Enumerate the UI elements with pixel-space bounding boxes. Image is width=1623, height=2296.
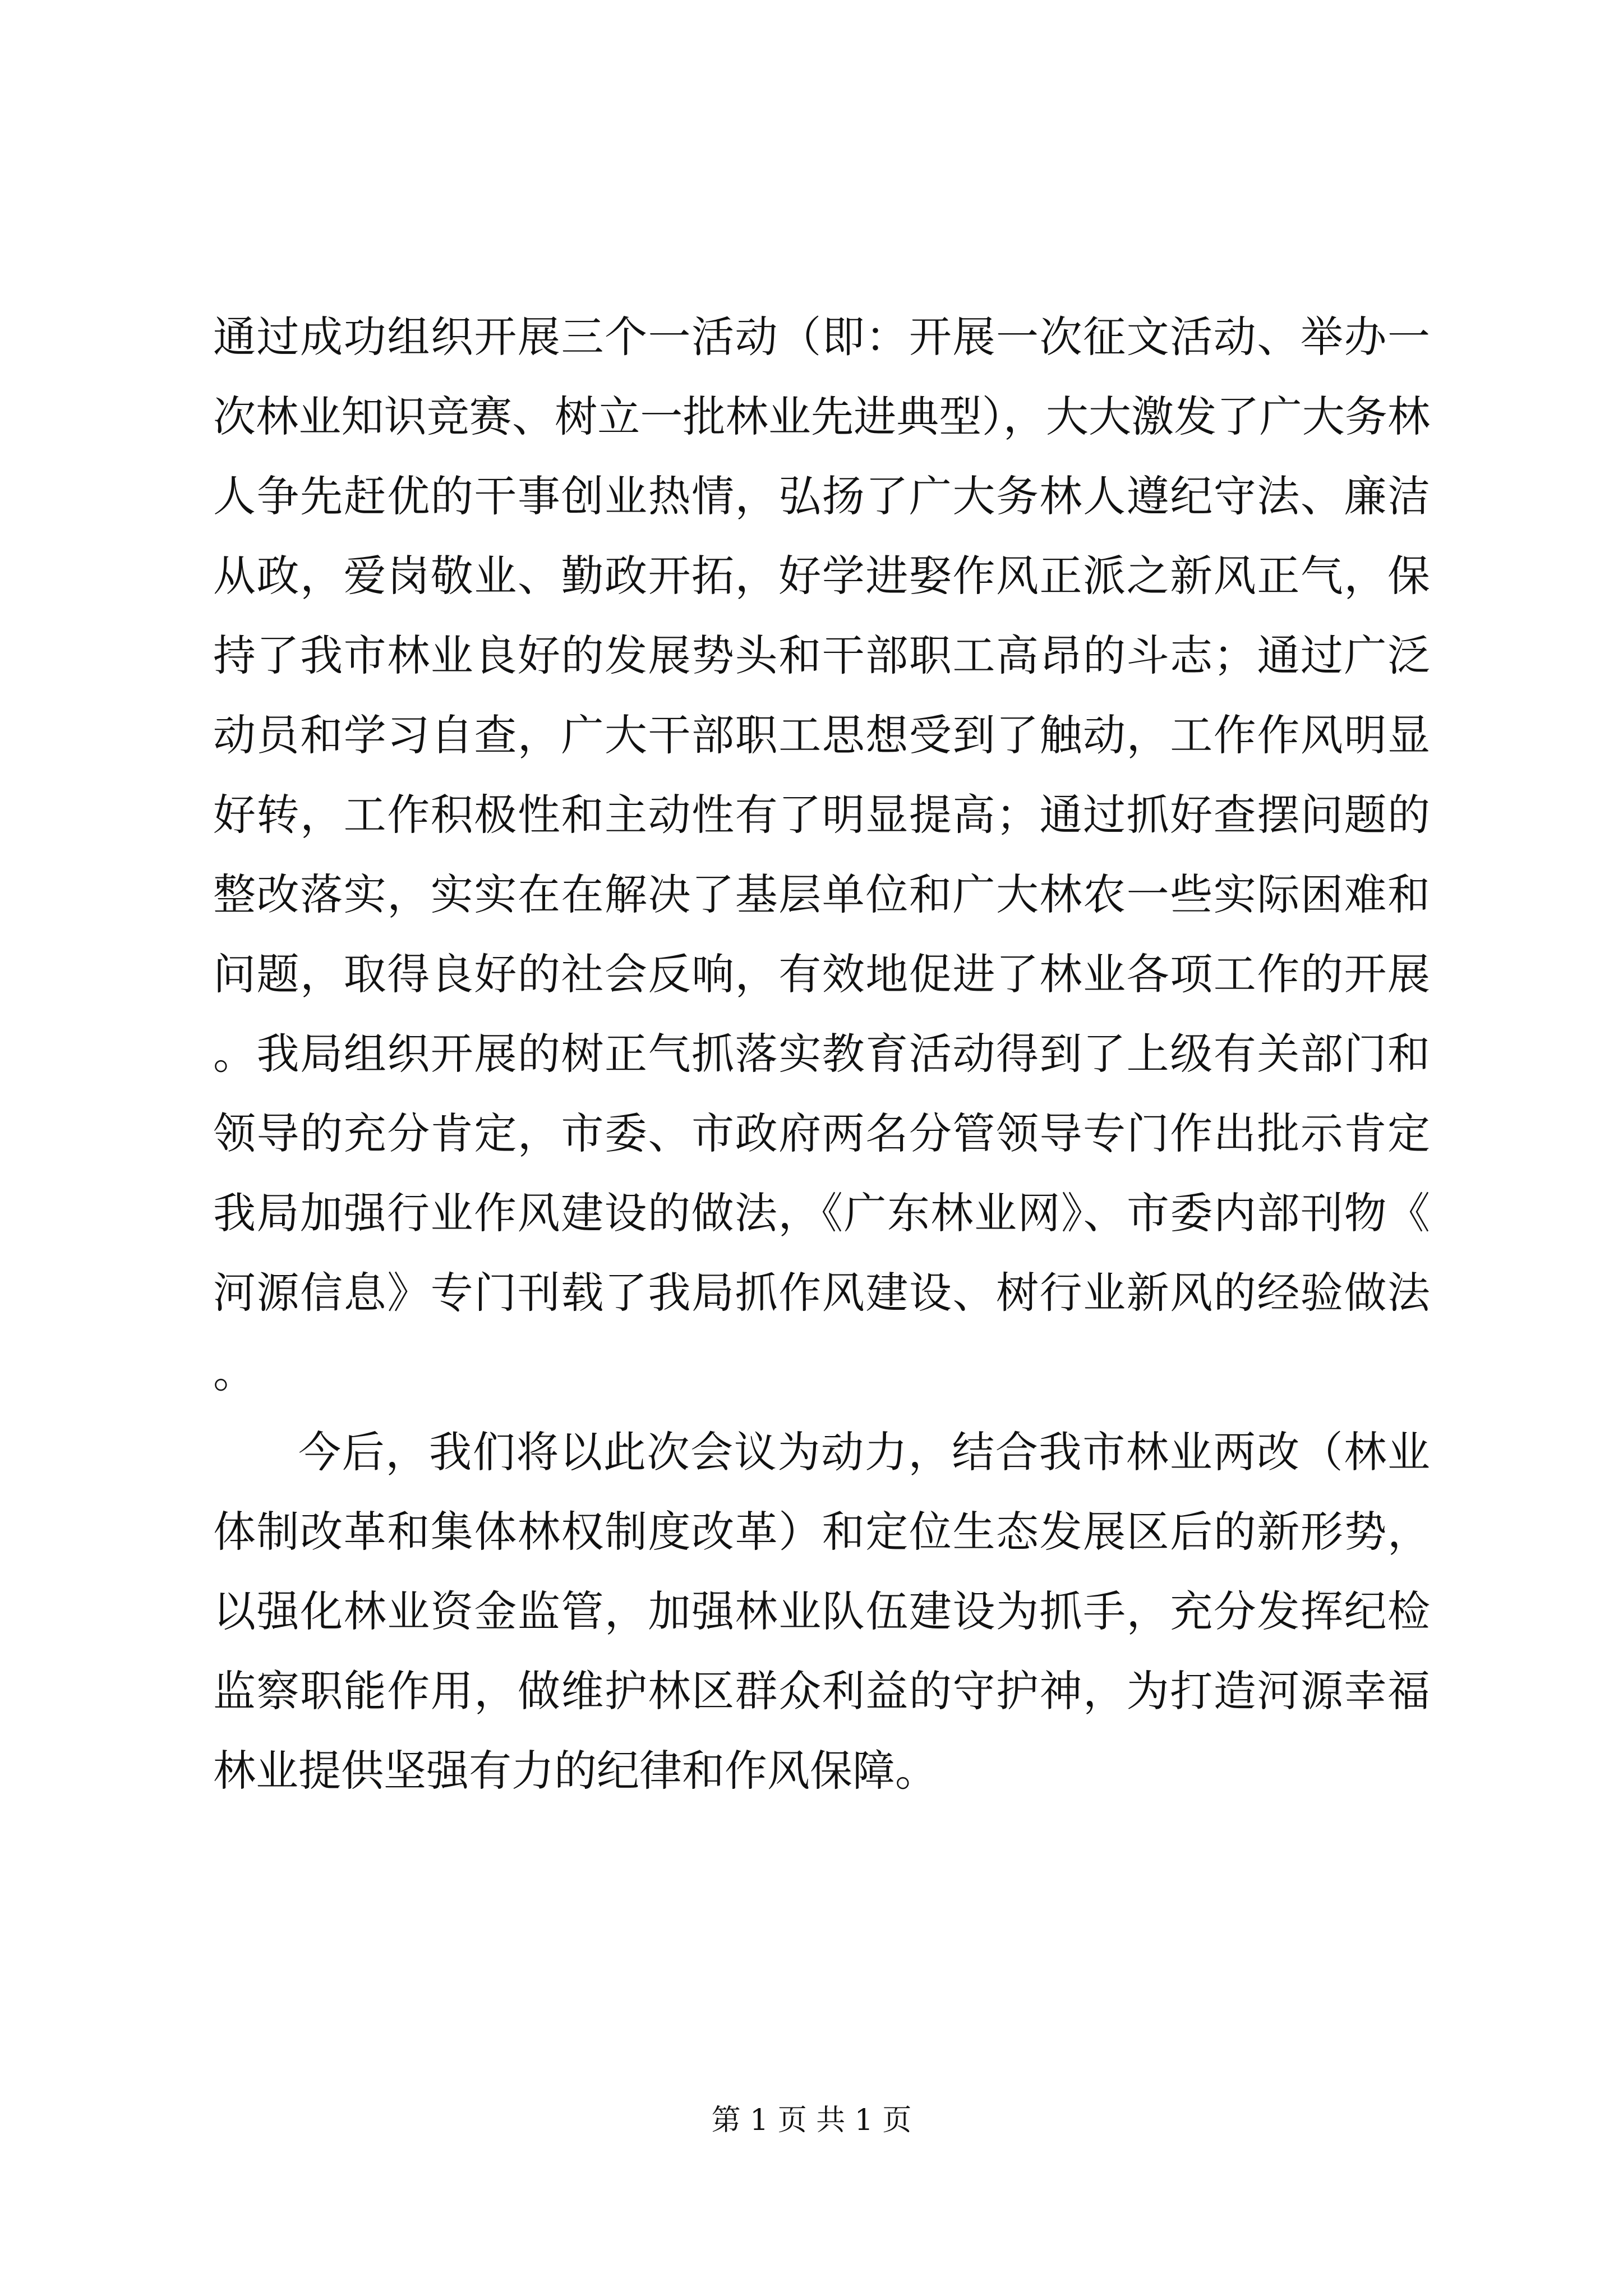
page-number-footer: 第 1 页 共 1 页 bbox=[711, 2104, 912, 2137]
paragraph-conclusion: 今后，我们将以此次会议为动力，结合我市林业两改（林业体制改革和集体林权制度改革）和定位生态发展区后的新形势，以强化林业资金监管，加强林业队伍建设为抓手，充分发挥纪检监察职能作用，做维护林区群众利益的守护神，为打造河源幸福林业提供坚强有力的纪律和作风保障。 bbox=[213, 1427, 1430, 1796]
paragraph-continuation: 通过成功组织开展三个一活动（即：开展一次征文活动、举办一次林业知识竞赛、树立一批林业先进典型），大大激发了广大务林人争先赶优的干事创业热情，弘扬了广大务林人遵纪守法、廉洁从政，爱岗敬业、勤政开拓，好学进娶作风正派之新风正气，保持了我市林业良好的发展势头和干部职工高昂的斗志；通过广泛动员和学习自查，广大干部职工思想受到了触动，工作作风明显好转，工作积极性和主动性有了明显提高；通过抓好查摆问题的整改落实，实实在在解决了基层单位和广大林农一些实际困难和问题，取得良好的社会反响，有效地促进了林业各项工作的开展。我局组织开展的树正气抓落实教育活动得到了上级有关部门和领导的充分肯定，市委、市政府两名分管领导专门作出批示肯定我局加强行业作风建设的做法，《广东林业网》、市委内部刊物《河源信息》专门刊载了我局抓作风建设、树行业新风的经验做法。 bbox=[213, 312, 1430, 1397]
document-body bbox=[213, 297, 1430, 1811]
